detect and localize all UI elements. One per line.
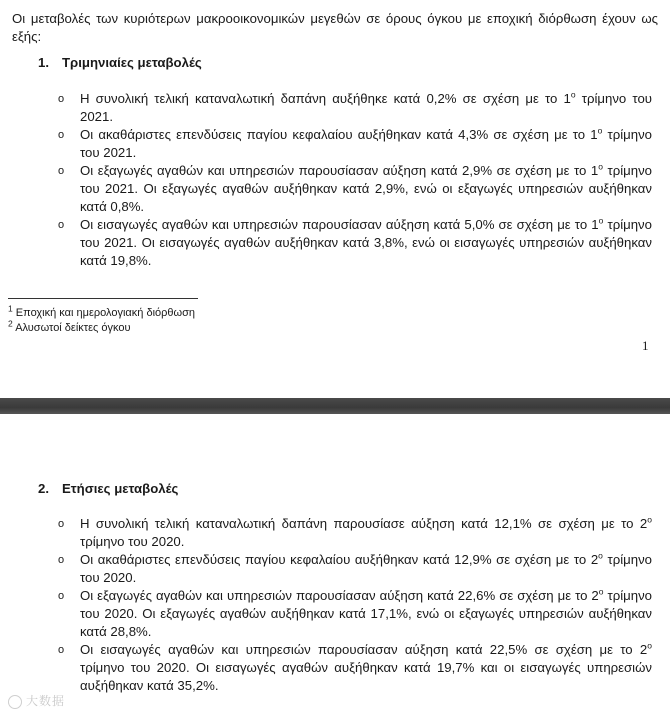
annual-changes-list xyxy=(58,515,652,695)
section-title: Ετήσιες μεταβολές xyxy=(62,481,179,496)
page-number: 1 xyxy=(642,338,649,353)
bullet-icon: o xyxy=(58,93,65,105)
list-item: o Η συνολική τελική καταναλωτική δαπάνη αυξήθηκε κατά 0,2% σε σχέση με το $1^o$ τρίμηνο του 2021. xyxy=(58,89,652,124)
quarterly-changes-list xyxy=(58,90,652,270)
bullet-icon: o xyxy=(58,554,65,566)
list-item: o Οι εισαγωγές αγαθών και υπηρεσιών παρουσίασαν αύξηση κατά 22,5% σε σχέση με το $2^o$ τρίμηνο του 2020. Οι εισαγωγές αγαθών αυξήθηκαν κατά 19,7% και οι εισαγωγές υπηρεσιών αυξήθηκαν κατά 35,2%. xyxy=(58,640,652,693)
list-item: o Οι εισαγωγές αγαθών και υπηρεσιών παρουσίασαν αύξηση κατά 5,0% σε σχέση με το $1^o$ τρίμηνο του 2021. Οι εισαγωγές αγαθών αυξήθηκαν κατά 3,8%, ενώ οι εισαγωγές υπηρεσιών αυξήθηκαν κατά 19,8%. xyxy=(58,215,652,268)
list-item: o Οι ακαθάριστες επενδύσεις παγίου κεφαλαίου αυξήθηκαν κατά 12,9% σε σχέση με το $2^o$ τρίμηνο του 2020. xyxy=(58,550,653,585)
bullet-icon: o xyxy=(58,644,65,656)
section-heading-annual xyxy=(38,480,178,498)
bullet-icon: o xyxy=(58,518,65,530)
footnote-separator xyxy=(8,298,198,299)
bullet-icon: o xyxy=(58,219,65,231)
list-item: o Η συνολική τελική καταναλωτική δαπάνη παρουσίασε αύξηση κατά 12,1% σε σχέση με το $2^o$ τρίμηνο του 2020. xyxy=(58,514,652,549)
section-number: 1. xyxy=(38,55,49,70)
bullet-icon: o xyxy=(58,590,65,602)
bullet-icon: o xyxy=(58,129,65,141)
list-item: o Οι εξαγωγές αγαθών και υπηρεσιών παρουσίασαν αύξηση κατά 22,6% σε σχέση με το $2^o$ τρίμηνο του 2020. Οι εξαγωγές αγαθών αυξήθηκαν κατά 17,1%, ενώ οι εξαγωγές υπηρεσιών αυξήθηκαν κατά 28,8%. xyxy=(58,586,652,639)
watermark-logo-icon xyxy=(8,695,22,709)
document-page-2 xyxy=(0,414,670,713)
section-heading-quarterly xyxy=(38,54,202,72)
footnote: $^1$ Εποχική και ημερολογιακή διόρθωση xyxy=(8,303,196,319)
intro-paragraph: Οι μεταβολές των κυριότερων μακροοικονομικών μεγεθών σε όρους όγκου με εποχική διόρθωση έχουν ως εξής: xyxy=(12,11,658,44)
footnotes xyxy=(8,303,196,336)
section-number: 2. xyxy=(38,481,49,496)
page-break-divider xyxy=(0,398,670,414)
section-title: Τριμηνιαίες μεταβολές xyxy=(62,55,202,70)
list-item: o Οι εξαγωγές αγαθών και υπηρεσιών παρουσίασαν αύξηση κατά 2,9% σε σχέση με το $1^o$ τρίμηνο του 2021. Οι εξαγωγές αγαθών αυξήθηκαν κατά 2,9%, ενώ οι εξαγωγές υπηρεσιών αυξήθηκαν κατά 0,8%. xyxy=(58,161,653,214)
footnote: $^2$ Αλυσωτοί δείκτες όγκου xyxy=(8,318,131,334)
watermark: 大数据 xyxy=(8,692,65,709)
bullet-icon: o xyxy=(58,165,65,177)
list-item: o Οι ακαθάριστες επενδύσεις παγίου κεφαλαίου αυξήθηκαν κατά 4,3% σε σχέση με το $1^o$ τρίμηνο του 2021. xyxy=(58,125,652,160)
